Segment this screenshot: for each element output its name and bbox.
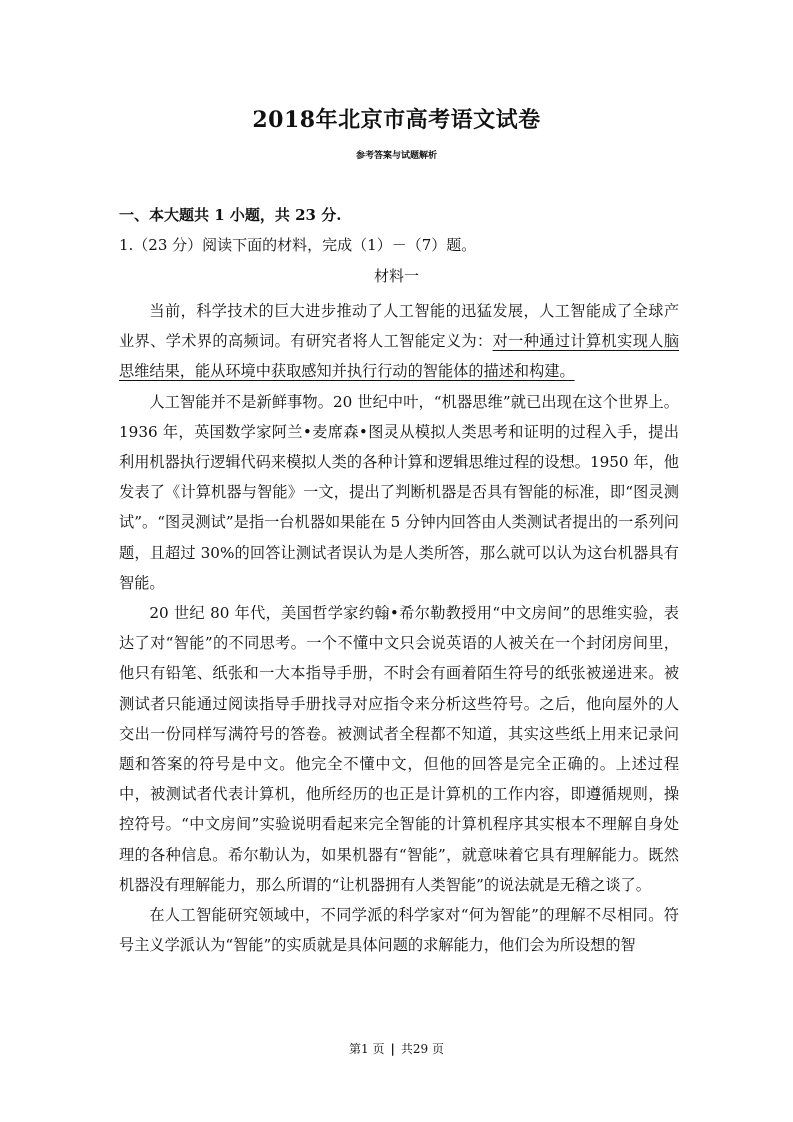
material-title: 材料一 bbox=[373, 267, 419, 285]
question-intro: 1.（23 分）阅读下面的材料，完成（1）－（7）题。 bbox=[119, 236, 477, 254]
page-footer bbox=[0, 1040, 793, 1057]
paragraph-4: 在人工智能研究领域中，不同学派的科学家对“何为智能”的理解不尽相同。符号主义学派认为“智能”的实质就是具体问题的求解能力，他们会为所设想的智 bbox=[119, 906, 679, 955]
paragraph-2: 人工智能并不是新鲜事物。20 世纪中叶，“机器思维”就已出现在这个世界上。1936 年，英国数学家阿兰•麦席森•图灵从模拟人类思考和证明的过程入手，提出利用机器执行逻辑代码来模拟人类的各种计算和逻辑思维过程的设想。1950 年，他发表了《计算机器与智能》一文，提出了判断机器是否具有智能的标准，即“图灵测试”。“图灵测试”是指一台机器如果能在 5 分钟内回答由人类测试者提出的一系列问题，且超过 30%的回答让测试者误认为是人类所答，那么就可以认为这台机器具有智能。 bbox=[119, 392, 679, 592]
paragraph-1 bbox=[119, 296, 679, 387]
paragraph-1-text: 当前，科学技术的巨大进步推动了人工智能的迅猛发展，人工智能成了全球产业界、学术界的高频词。有研究者将人工智能定义为： bbox=[119, 302, 679, 351]
reading-material bbox=[119, 296, 679, 960]
total-pages: 共29 页 bbox=[400, 1042, 444, 1056]
footer-separator: | bbox=[390, 1042, 395, 1056]
underlined-definition: 对一种通过计算机实现人脑思维结果，能从环境中获取感知并执行行动的智能体的描述和构建。 bbox=[119, 332, 680, 381]
document-title: 2018年北京市高考语文试卷 bbox=[252, 107, 541, 133]
document-subtitle: 参考答案与试题解析 bbox=[355, 151, 437, 161]
section-heading: 一、本大题共 1 小题，共 23 分. bbox=[119, 206, 342, 224]
page-number: 第1 页 bbox=[349, 1042, 385, 1056]
paragraph-3: 20 世纪 80 年代，美国哲学家约翰•希尔勒教授用“中文房间”的思维实验，表达了对“智能”的不同思考。一个不懂中文只会说英语的人被关在一个封闭房间里，他只有铅笔、纸张和一大本指导手册，不时会有画着陌生符号的纸张被递进来。被测试者只能通过阅读指导手册找寻对应指令来分析这些符号。之后，他向屋外的人交出一份同样写满符号的答卷。被测试者全程都不知道，其实这些纸上用来记录问题和答案的符号是中文。他完全不懂中文，但他的回答是完全正确的。上述过程中，被测试者代表计算机，他所经历的也正是计算机的工作内容，即遵循规则，操控符号。“中文房间”实验说明看起来完全智能的计算机程序其实根本不理解自身处理的各种信息。希尔勒认为，如果机器有“智能”，就意味着它具有理解能力。既然机器没有理解能力，那么所谓的“让机器拥有人类智能”的说法就是无稽之谈了。 bbox=[119, 604, 679, 894]
